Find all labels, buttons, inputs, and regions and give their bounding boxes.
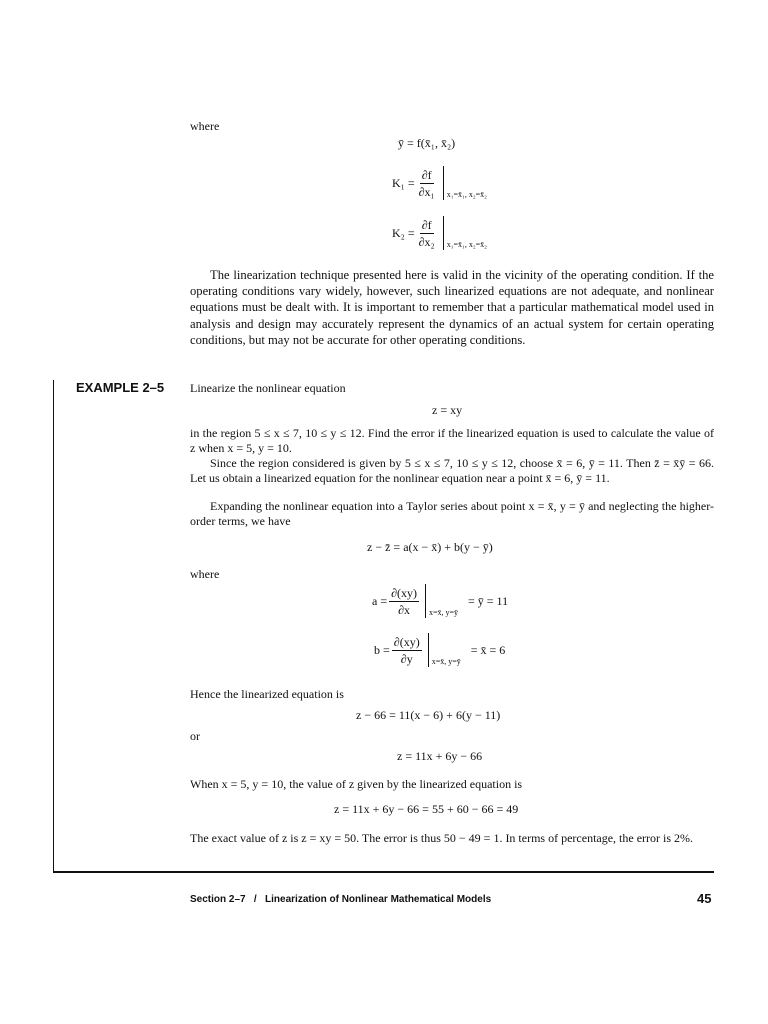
a-evaluation-subscript: x=x̄, y=ȳ — [429, 608, 459, 617]
example-text-2: Since the region considered is given by 5 ≤ x ≤ 7, 10 ≤ y ≤ 12, choose x̄ = 6, ȳ = 11. Then z̄ = x̄ȳ = 66. Let us obtain a linearized equation for the nonlinear equation near a point x̄ = 6, ȳ = 11. — [190, 456, 714, 485]
k1-denominator: ∂x₁ — [418, 184, 435, 199]
k2-numerator: ∂f — [421, 217, 432, 232]
equation-taylor: z − z̄ = a(x − x̄) + b(y − ȳ) — [367, 540, 493, 554]
a-rhs: = ȳ = 11 — [468, 593, 509, 608]
equation-value: z = 11x + 6y − 66 = 55 + 60 − 66 = 49 — [334, 802, 519, 816]
example-left-rule — [53, 380, 54, 873]
example-text-3: Expanding the nonlinear equation into a Taylor series about point x = x̄, y = ȳ and neglecting the higher-order terms, we have — [190, 499, 714, 528]
equation-b — [374, 633, 505, 667]
when-text: When x = 5, y = 10, the value of z given by the linearized equation is — [190, 777, 523, 791]
k1-fraction — [417, 168, 437, 199]
b-evaluation-subscript: x=x̄, y=ȳ — [431, 657, 461, 666]
a-lhs: a = — [372, 593, 388, 608]
k2-fraction — [417, 218, 437, 249]
or-label: or — [190, 729, 200, 743]
footer-section-title: Section 2–7 / Linearization of Nonlinear Mathematical Models — [190, 894, 492, 905]
b-fraction — [392, 635, 422, 666]
page-number: 45 — [697, 891, 712, 906]
example-bottom-rule — [53, 871, 714, 873]
k1-numerator: ∂f — [421, 167, 432, 182]
a-denominator: ∂x — [398, 602, 411, 617]
k2-evaluation-subscript: x₁=x̄₁, x₂=x̄₂ — [446, 240, 487, 249]
k1-lhs: K₁ = — [392, 175, 415, 190]
equation-ybar: ȳ = f(x̄₁, x̄₂) — [398, 136, 456, 150]
final-text: The exact value of z is z = xy = 50. The error is thus 50 − 49 = 1. In terms of percentage, the error is 2%. — [190, 831, 694, 845]
k2-denominator: ∂x₂ — [418, 234, 435, 249]
k1-evaluation-bar — [443, 166, 516, 200]
b-lhs: b = — [374, 642, 390, 657]
b-numerator: ∂(xy) — [393, 634, 420, 649]
linearization-paragraph: The linearization technique presented here is valid in the vicinity of the operating condition. If the operating conditions vary widely, however, such linearized equations are not adequate, and nonlinear equations must be dealt with. It is important to remember that a particular mathematical model used in analysis and design may accurately represent the dynamics of an actual system for certain operating conditions, but may not be accurate for other operating conditions. — [190, 268, 714, 347]
where-label: where — [190, 119, 220, 133]
b-evaluation-bar — [428, 633, 471, 667]
example-text-1: in the region 5 ≤ x ≤ 7, 10 ≤ y ≤ 12. Find the error if the linearized equation is used to calculate the value of z when x = 5, y = 10. — [190, 426, 714, 455]
a-evaluation-bar — [425, 584, 468, 618]
example-where-label: where — [190, 567, 220, 581]
equation-linearized-2: z = 11x + 6y − 66 — [397, 749, 483, 763]
example-intro: Linearize the nonlinear equation — [190, 381, 346, 395]
k1-evaluation-subscript: x₁=x̄₁, x₂=x̄₂ — [446, 190, 487, 199]
k2-evaluation-bar — [443, 216, 516, 250]
hence-text: Hence the linearized equation is — [190, 687, 344, 701]
equation-a — [372, 584, 508, 618]
equation-k2 — [392, 216, 516, 250]
k2-lhs: K₂ = — [392, 225, 415, 240]
b-rhs: = x̄ = 6 — [470, 642, 506, 657]
equation-k1 — [392, 166, 516, 200]
a-numerator: ∂(xy) — [391, 585, 418, 600]
equation-z-xy: z = xy — [432, 403, 463, 417]
b-denominator: ∂y — [400, 651, 413, 666]
equation-linearized-1: z − 66 = 11(x − 6) + 6(y − 11) — [356, 708, 501, 722]
example-label: EXAMPLE 2–5 — [76, 380, 165, 395]
a-fraction — [389, 586, 419, 617]
